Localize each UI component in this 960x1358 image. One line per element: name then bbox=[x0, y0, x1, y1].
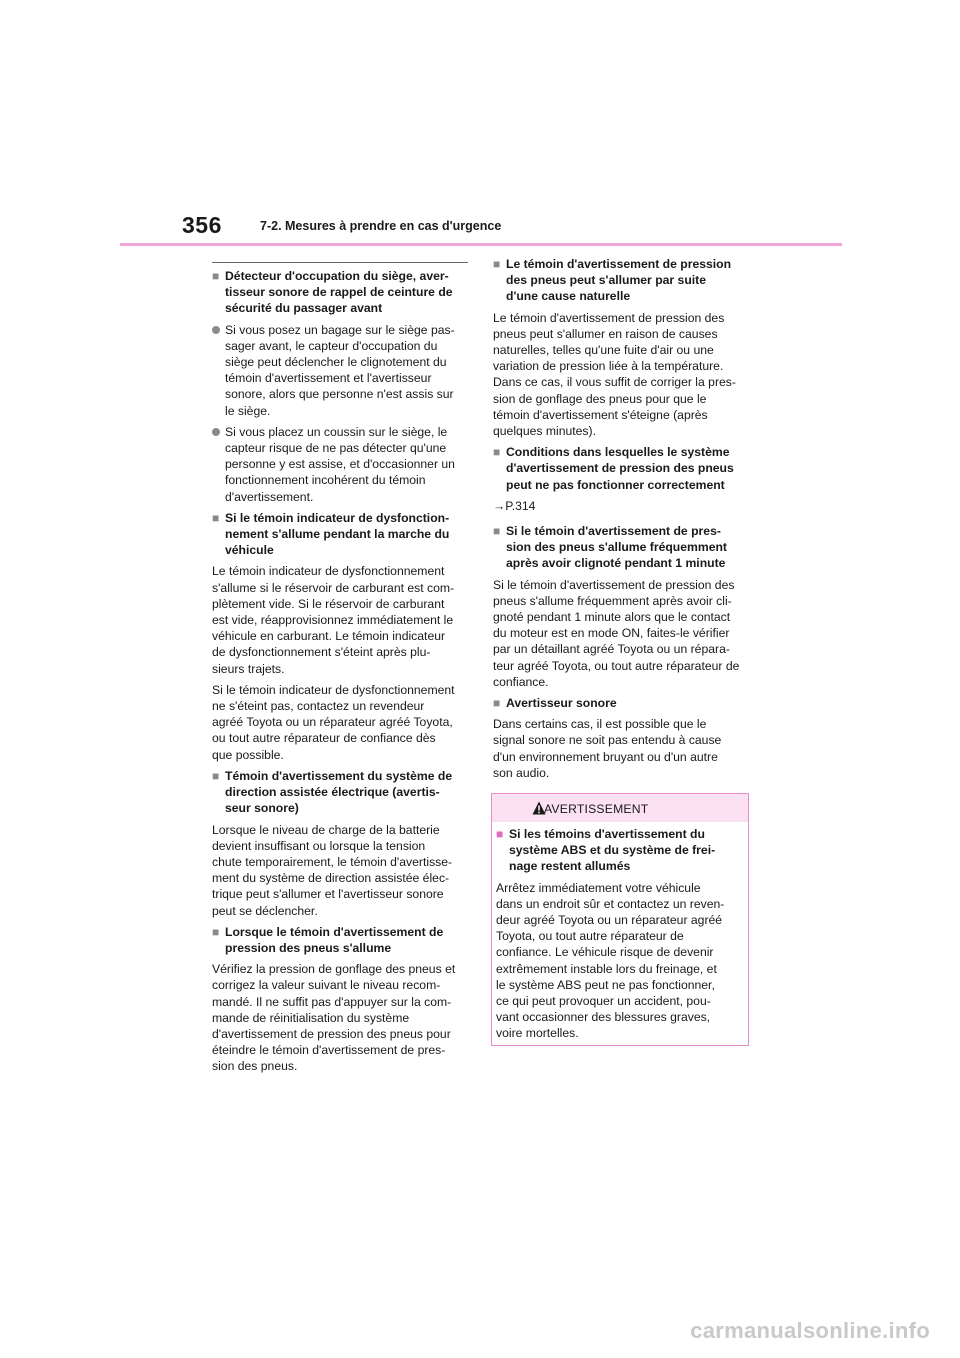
right-column bbox=[493, 256, 749, 786]
heading-marker-icon: ■ bbox=[493, 524, 501, 539]
bullet-dot-icon bbox=[212, 322, 225, 419]
column-rule bbox=[212, 262, 468, 263]
header-rule bbox=[120, 243, 842, 246]
paragraph-buzzer: Dans certains cas, il est possible que le signal sonore ne soit pas entendu à cause d'un environnement bruyant ou d'un autre son audio. bbox=[493, 717, 722, 780]
left-column bbox=[212, 268, 468, 1080]
warning-heading: ■ Si les témoins d'avertissement du système ABS et du système de frei- nage restent allumés bbox=[496, 827, 716, 874]
bullet-luggage: Si vous posez un bagage sur le siège pas- sager avant, le capteur d'occupation du siège peut déclencher le clignotement du témoin d'avertissement et l'avertisseur sonore, alors que personne n'est assis sur le siège. bbox=[212, 322, 468, 419]
heading-tire-pressure-on: ■ Lorsque le témoin d'avertissement de pression des pneus s'allume bbox=[212, 924, 444, 955]
watermark: carmanualsonline.info bbox=[690, 1318, 930, 1343]
page-reference: →P.314 bbox=[493, 498, 536, 513]
bullet-cushion: Si vous placez un coussin sur le siège, le capteur risque de ne pas détecter qu'une personne y est assise, et d'occasionner un fonctionnement incohérent du témoin d'avertissement. bbox=[212, 424, 468, 505]
heading-marker-icon: ■ bbox=[212, 269, 220, 283]
paragraph-battery: Lorsque le niveau de charge de la batterie devient insuffisant ou lorsque la tension chute temporairement, le témoin d'avertisse- ment du système de direction assistée élec- trique peut s'allumer et l'avertisseur sonore peut se déclencher. bbox=[212, 822, 453, 918]
heading-frequent-lighting: ■ Si le témoin d'avertissement de pres- sion des pneus s'allume fréquemment après avoir clignoté pendant 1 minute bbox=[493, 524, 727, 571]
warning-title: AVERTISSEMENT bbox=[544, 802, 649, 816]
heading-natural-cause: ■ Le témoin d'avertissement de pression des pneus peut s'allumer par suite d'une cause naturelle bbox=[493, 257, 732, 304]
heading-marker-icon: ■ bbox=[212, 768, 220, 783]
heading-marker-icon: ■ bbox=[493, 696, 501, 711]
warning-body bbox=[492, 822, 748, 1042]
heading-buzzer: ■ Avertisseur sonore bbox=[493, 696, 617, 711]
heading-marker-icon: ■ bbox=[493, 257, 501, 271]
heading-marker-icon: ■ bbox=[496, 827, 504, 841]
paragraph-frequent-lighting: Si le témoin d'avertissement de pression des pneus s'allume fréquemment après avoir cli- gnoté pendant 1 minute alors que le contact du moteur est en mode ON, faites-le vérifier par un détaillant agréé Toyota ou un répara- teur agréé Toyota, ou tout autre réparateur de confiance. bbox=[493, 577, 740, 689]
heading-seat-occupancy: ■ Détecteur d'occupation du siège, aver- tisseur sonore de rappel de ceinture de sécurité du passager avant bbox=[212, 269, 453, 316]
paragraph-natural-cause: Le témoin d'avertissement de pression des pneus peut s'allumer en raison de causes naturelles, telles qu'une fuite d'air ou une variation de pression liée à la température. Dans ce cas, il vous suffit de corriger la pres- sion de gonflage des pneus pour que le témoin d'avertissement s'éteigne (après quelques minutes). bbox=[493, 310, 736, 439]
warning-box bbox=[491, 793, 749, 1046]
bullet-dot-icon bbox=[212, 424, 225, 505]
heading-malfunction-indicator: ■ Si le témoin indicateur de dysfonction- nement s'allume pendant la marche du véhicule bbox=[212, 510, 450, 558]
paragraph-tire-pressure-check: Vérifiez la pression de gonflage des pneus et corrigez la valeur suivant le niveau recom- mandé. Il ne suffit pas d'appuyer sur la com- mande de réinitialisation du système d'avertissement de pression des pneus pour éteindre le témoin d'avertissement de pres- sion des pneus. bbox=[212, 962, 456, 1074]
heading-power-steering: ■ Témoin d'avertissement du système de direction assistée électrique (avertis- seur sonore) bbox=[212, 768, 453, 816]
heading-marker-icon: ■ bbox=[212, 510, 220, 525]
heading-marker-icon: ■ bbox=[493, 445, 501, 460]
heading-marker-icon: ■ bbox=[212, 924, 220, 939]
warning-header bbox=[492, 794, 748, 822]
paragraph-fuel-empty: Le témoin indicateur de dysfonctionnement s'allume si le réservoir de carburant est com- plètement vide. Si le réservoir de carburant est vide, réapprovisionnez immédiatement le véhicule en carburant. Le témoin indicateur de dysfonctionnement s'éteint après plu- sieurs trajets. bbox=[212, 564, 455, 676]
page-number: 356 bbox=[182, 212, 222, 238]
heading-conditions: ■ Conditions dans lesquelles le système d'avertissement de pression des pneus peut ne pas fonctionner correctement bbox=[493, 445, 734, 492]
paragraph-contact-dealer: Si le témoin indicateur de dysfonctionnement ne s'éteint pas, contactez un revendeur agréé Toyota ou un réparateur agréé Toyota, ou tout autre réparateur de confiance dès que possible. bbox=[212, 682, 455, 762]
section-title: 7-2. Mesures à prendre en cas d'urgence bbox=[260, 219, 502, 233]
warning-text: Arrêtez immédiatement votre véhicule dans un endroit sûr et contactez un reven- deur agréé Toyota ou un réparateur agréé Toyota, ou tout autre réparateur de confiance. Le véhicule risque de devenir extrêmement instable lors du freinage, et le système ABS peut ne pas fonctionner, ce qui peut provoquer un accident, pou- vant occasionner des blessures graves, voire mortelles. bbox=[496, 880, 725, 1041]
